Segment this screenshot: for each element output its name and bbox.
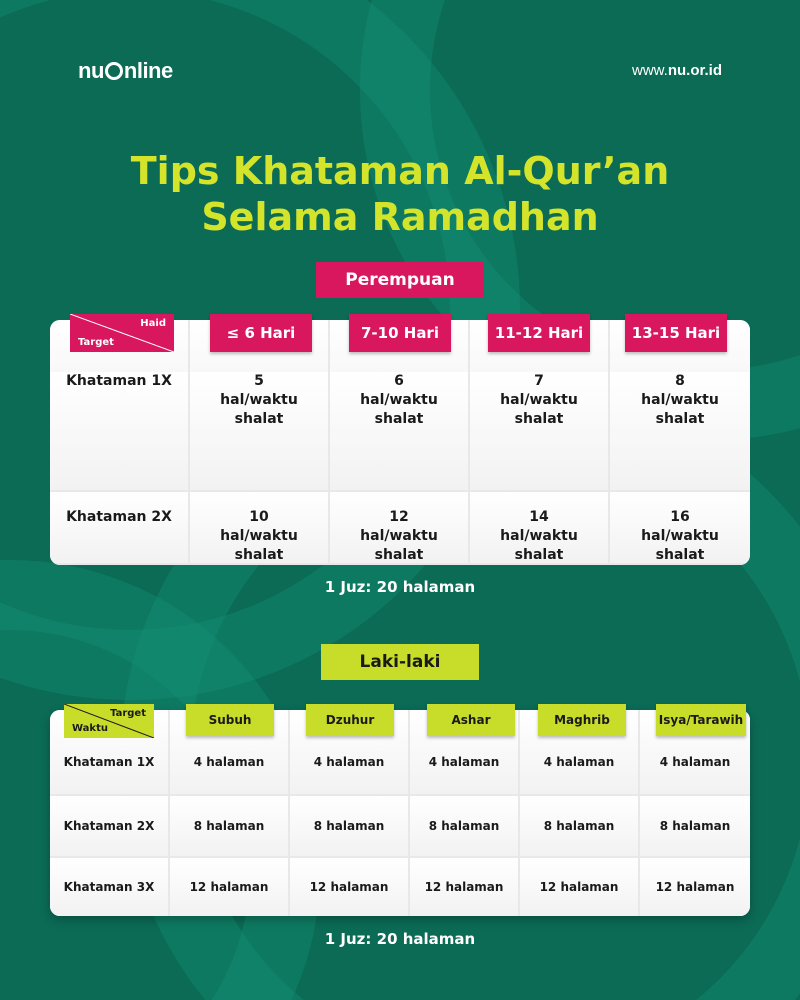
men-header-tag: Subuh (186, 704, 274, 736)
women-table-cell: 12 hal/waktu shalat (330, 492, 470, 565)
logo-prefix: nu (78, 58, 104, 83)
men-table-cell: 8 halaman (520, 796, 640, 858)
men-row-label: Khataman 3X (50, 858, 170, 916)
women-row-label: Khataman 1X (50, 372, 190, 492)
nu-online-logo (78, 58, 173, 84)
women-header-tag: 7-10 Hari (349, 314, 451, 352)
men-table-cell: 12 halaman (290, 858, 410, 916)
men-header-tag: Dzuhur (306, 704, 394, 736)
men-row-label: Khataman 1X (50, 710, 170, 796)
corner-top-label: Haid (140, 318, 166, 329)
women-footnote: 1 Juz: 20 halaman (324, 578, 476, 596)
men-header-tag: Ashar (427, 704, 515, 736)
women-row-label: Khataman 2X (50, 492, 190, 565)
women-corner-header (70, 314, 174, 352)
women-table-cell: 6 hal/waktu shalat (330, 372, 470, 492)
men-row-label: Khataman 2X (50, 796, 170, 858)
corner-top-label: Target (110, 708, 146, 719)
men-table-cell: 4 halaman (170, 710, 290, 796)
men-table-cell: 4 halaman (410, 710, 520, 796)
women-section-label: Perempuan (316, 262, 484, 298)
women-table-cell: 5 hal/waktu shalat (190, 372, 330, 492)
men-header-tag: Maghrib (538, 704, 626, 736)
men-table-cell: 12 halaman (520, 858, 640, 916)
men-header-tag: Isya/Tarawih (656, 704, 746, 736)
logo-ring-icon (105, 62, 123, 80)
women-table-cell: 10 hal/waktu shalat (190, 492, 330, 565)
men-table-cell: 12 halaman (410, 858, 520, 916)
page-title (0, 148, 800, 240)
corner-bottom-label: Target (78, 337, 114, 348)
men-table-cell: 4 halaman (520, 710, 640, 796)
men-table-cell: 8 halaman (170, 796, 290, 858)
website-url (632, 62, 722, 79)
men-table-cell: 8 halaman (290, 796, 410, 858)
logo-suffix: nline (123, 58, 173, 83)
website-domain: nu.or.id (667, 62, 722, 79)
women-table-cell: 16 hal/waktu shalat (610, 492, 750, 565)
women-header-tag: 11-12 Hari (488, 314, 590, 352)
men-footnote: 1 Juz: 20 halaman (324, 930, 476, 948)
men-table (50, 710, 750, 916)
men-table-cell: 4 halaman (290, 710, 410, 796)
men-table-cell: 4 halaman (640, 710, 750, 796)
men-section-label: Laki-laki (321, 644, 479, 680)
title-line-2: Selama Ramadhan (201, 195, 599, 239)
women-table-cell: 8 hal/waktu shalat (610, 372, 750, 492)
men-table-cell: 8 halaman (410, 796, 520, 858)
women-table-cell: 7 hal/waktu shalat (470, 372, 610, 492)
corner-bottom-label: Waktu (72, 723, 108, 734)
women-header-tag: ≤ 6 Hari (210, 314, 312, 352)
men-corner-header (64, 704, 154, 738)
women-table-body (50, 320, 750, 565)
website-prefix: www. (631, 62, 668, 79)
men-table-cell: 12 halaman (170, 858, 290, 916)
men-table-cell: 8 halaman (640, 796, 750, 858)
men-table-cell: 12 halaman (640, 858, 750, 916)
women-table-cell: 14 hal/waktu shalat (470, 492, 610, 565)
title-line-1: Tips Khataman Al-Qur’an (130, 149, 670, 193)
women-header-tag: 13-15 Hari (625, 314, 727, 352)
